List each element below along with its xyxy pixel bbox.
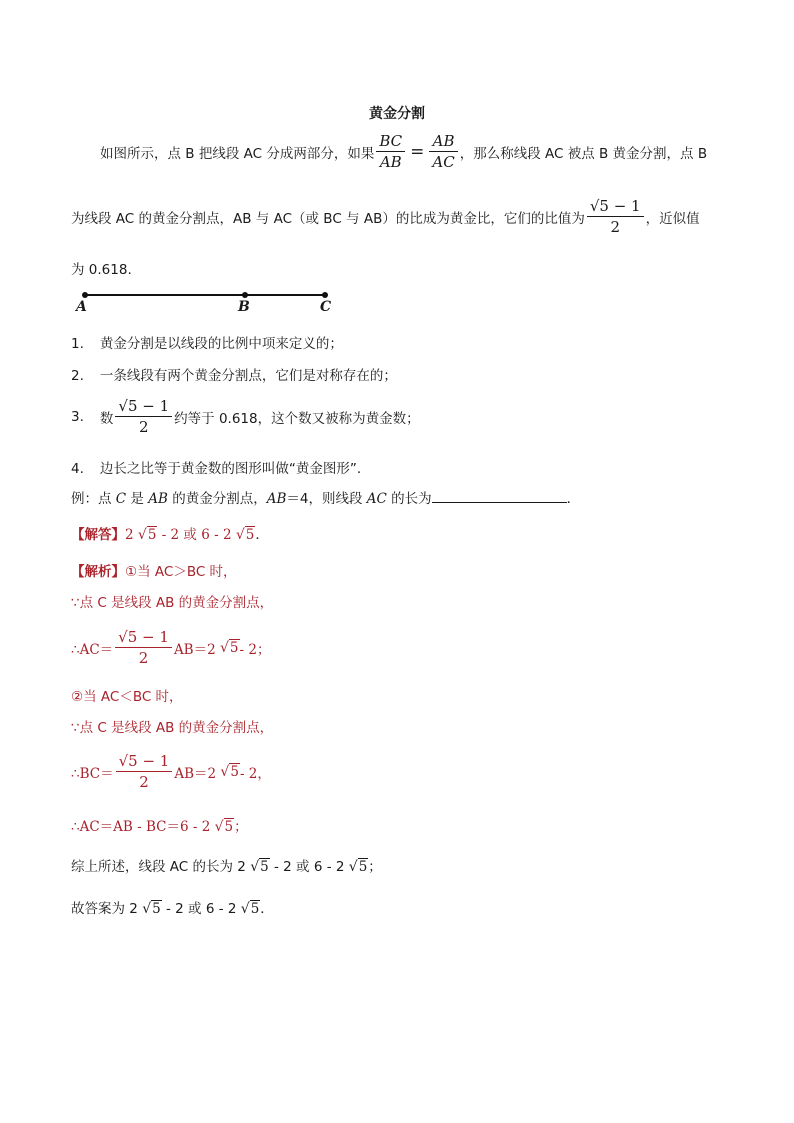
list-item [71, 457, 361, 477]
frac-num: √5 − 1 [118, 397, 170, 415]
sqrt-5: √5 [220, 763, 239, 780]
analysis-text: ； [234, 819, 248, 835]
frac-num: AB [432, 132, 455, 150]
list-item [71, 364, 397, 384]
analysis-therefore-1 [71, 628, 270, 667]
item-number: 1. [71, 336, 84, 352]
label-a: A [76, 299, 87, 315]
item-text: 一条线段有两个黄金分割点，它们是对称存在的； [99, 368, 397, 384]
analysis-text: AB＝2 [174, 765, 217, 782]
analysis-text: ∴BC＝ [71, 765, 114, 782]
point-c-dot [322, 292, 328, 298]
sqrt-5: √5 [240, 901, 260, 917]
example-text: 的长为 [386, 491, 432, 507]
frac-den: AB [376, 151, 405, 171]
frac-num: √5 − 1 [118, 628, 169, 646]
intro-text-b: ，那么称线段 AC 被点 B 黄金分割，点 B [459, 145, 708, 162]
ratio-ab-ac [429, 132, 457, 171]
example-text: 的黄金分割点， [167, 491, 267, 507]
analysis-case-2: ②当 AC＜BC 时， [71, 689, 183, 705]
frac-den: 2 [115, 647, 172, 667]
analysis-text: ∴AC＝AB - BC＝6 - 2 [71, 819, 211, 835]
item-number: 4. [71, 461, 84, 477]
analysis-text: ①当 AC＞BC 时， [125, 564, 237, 580]
intro-line-2 [71, 197, 700, 236]
answer-text: ． [255, 527, 269, 543]
analysis-text: ∴AC＝ [71, 641, 114, 658]
analysis-tag: 【解析】 [71, 564, 125, 580]
final-text: - 2 或 6 - 2 [161, 901, 237, 917]
analysis-text: - 2； [239, 641, 271, 658]
point-a-dot [82, 292, 88, 298]
equals-sign: = [410, 141, 425, 162]
analysis-case-1 [71, 560, 237, 580]
summary-text: - 2 或 6 - 2 [269, 859, 345, 875]
summary-text: ； [368, 859, 382, 875]
frac-den: 2 [587, 216, 644, 236]
list-item [71, 332, 343, 352]
label-b: B [238, 299, 250, 315]
intro-line-1 [100, 132, 707, 171]
sqrt-5: √5 [348, 859, 368, 875]
intro-text-c: 为线段 AC 的黄金分割点，AB 与 AC（或 BC 与 AB）的比成为黄金比，它们的比值为 [71, 210, 585, 227]
analysis-text: - 2， [239, 765, 271, 782]
var-ac: AC [366, 491, 387, 507]
golden-fraction [116, 752, 173, 791]
golden-number-fraction [115, 397, 172, 436]
var-ab: AB [148, 491, 168, 507]
sqrt-5: √5 [142, 901, 161, 917]
example-text: ． [566, 491, 581, 507]
frac-den: 2 [116, 771, 173, 791]
segment-diagram [70, 283, 340, 319]
sqrt-5: √5 [220, 639, 239, 656]
item-text: 黄金分割是以线段的比例中项来定义的； [99, 336, 343, 352]
example-question [71, 487, 580, 507]
answer-tag: 【解答】 [71, 527, 125, 543]
golden-ratio-fraction [587, 197, 644, 236]
summary-text: 综上所述，线段 AC 的长为 2 [71, 859, 246, 875]
analysis-since-1: ∵点 C 是线段 AB 的黄金分割点， [71, 595, 274, 611]
final-text: 故答案为 2 [71, 901, 138, 917]
answer-text: - 2 或 6 - 2 [157, 527, 232, 543]
list-item [71, 397, 420, 436]
final-text: ． [260, 901, 274, 917]
example-text: 例：点 [71, 491, 116, 507]
analysis-since-2: ∵点 C 是线段 AB 的黄金分割点， [71, 720, 274, 736]
frac-num: √5 − 1 [589, 197, 641, 215]
example-text: ＝4，则线段 [286, 491, 367, 507]
answer-text: 2 [125, 527, 134, 543]
page-title: 黄金分割 [369, 106, 425, 122]
item-number: 2. [71, 368, 84, 384]
item-text: 边长之比等于黄金数的图形叫做“黄金图形”. [99, 461, 362, 477]
sqrt-5: √5 [250, 859, 269, 875]
var-ab: AB [266, 491, 287, 507]
point-b-dot [242, 292, 248, 298]
example-text: 是 [126, 491, 149, 507]
intro-text-a: 如图所示，点 B 把线段 AC 分成两部分，如果 [100, 145, 375, 162]
summary-line [71, 855, 382, 875]
intro-line-3: 为 0.618. [71, 262, 132, 278]
item-number: 3. [71, 408, 84, 425]
frac-num: √5 − 1 [118, 752, 170, 770]
frac-num: BC [379, 132, 403, 150]
sqrt-5: √5 [235, 527, 255, 543]
ratio-bc-ab [376, 132, 405, 171]
item-text: 数 [99, 410, 114, 427]
frac-den: AC [429, 151, 457, 171]
golden-fraction [115, 628, 172, 667]
item-text: 约等于 0.618，这个数又被称为黄金数； [174, 410, 420, 427]
intro-text-d: ，近似值 [645, 210, 700, 227]
analysis-therefore-2 [71, 752, 271, 791]
label-c: C [320, 299, 332, 315]
var-c: C [115, 491, 127, 507]
sqrt-5: √5 [214, 819, 234, 835]
analysis-text: AB＝2 [173, 641, 216, 658]
final-answer-line [71, 897, 274, 917]
sqrt-5: √5 [137, 527, 157, 543]
frac-den: 2 [115, 416, 172, 436]
analysis-therefore-3 [71, 815, 248, 835]
answer-line [71, 523, 269, 543]
answer-blank[interactable] [432, 490, 567, 503]
